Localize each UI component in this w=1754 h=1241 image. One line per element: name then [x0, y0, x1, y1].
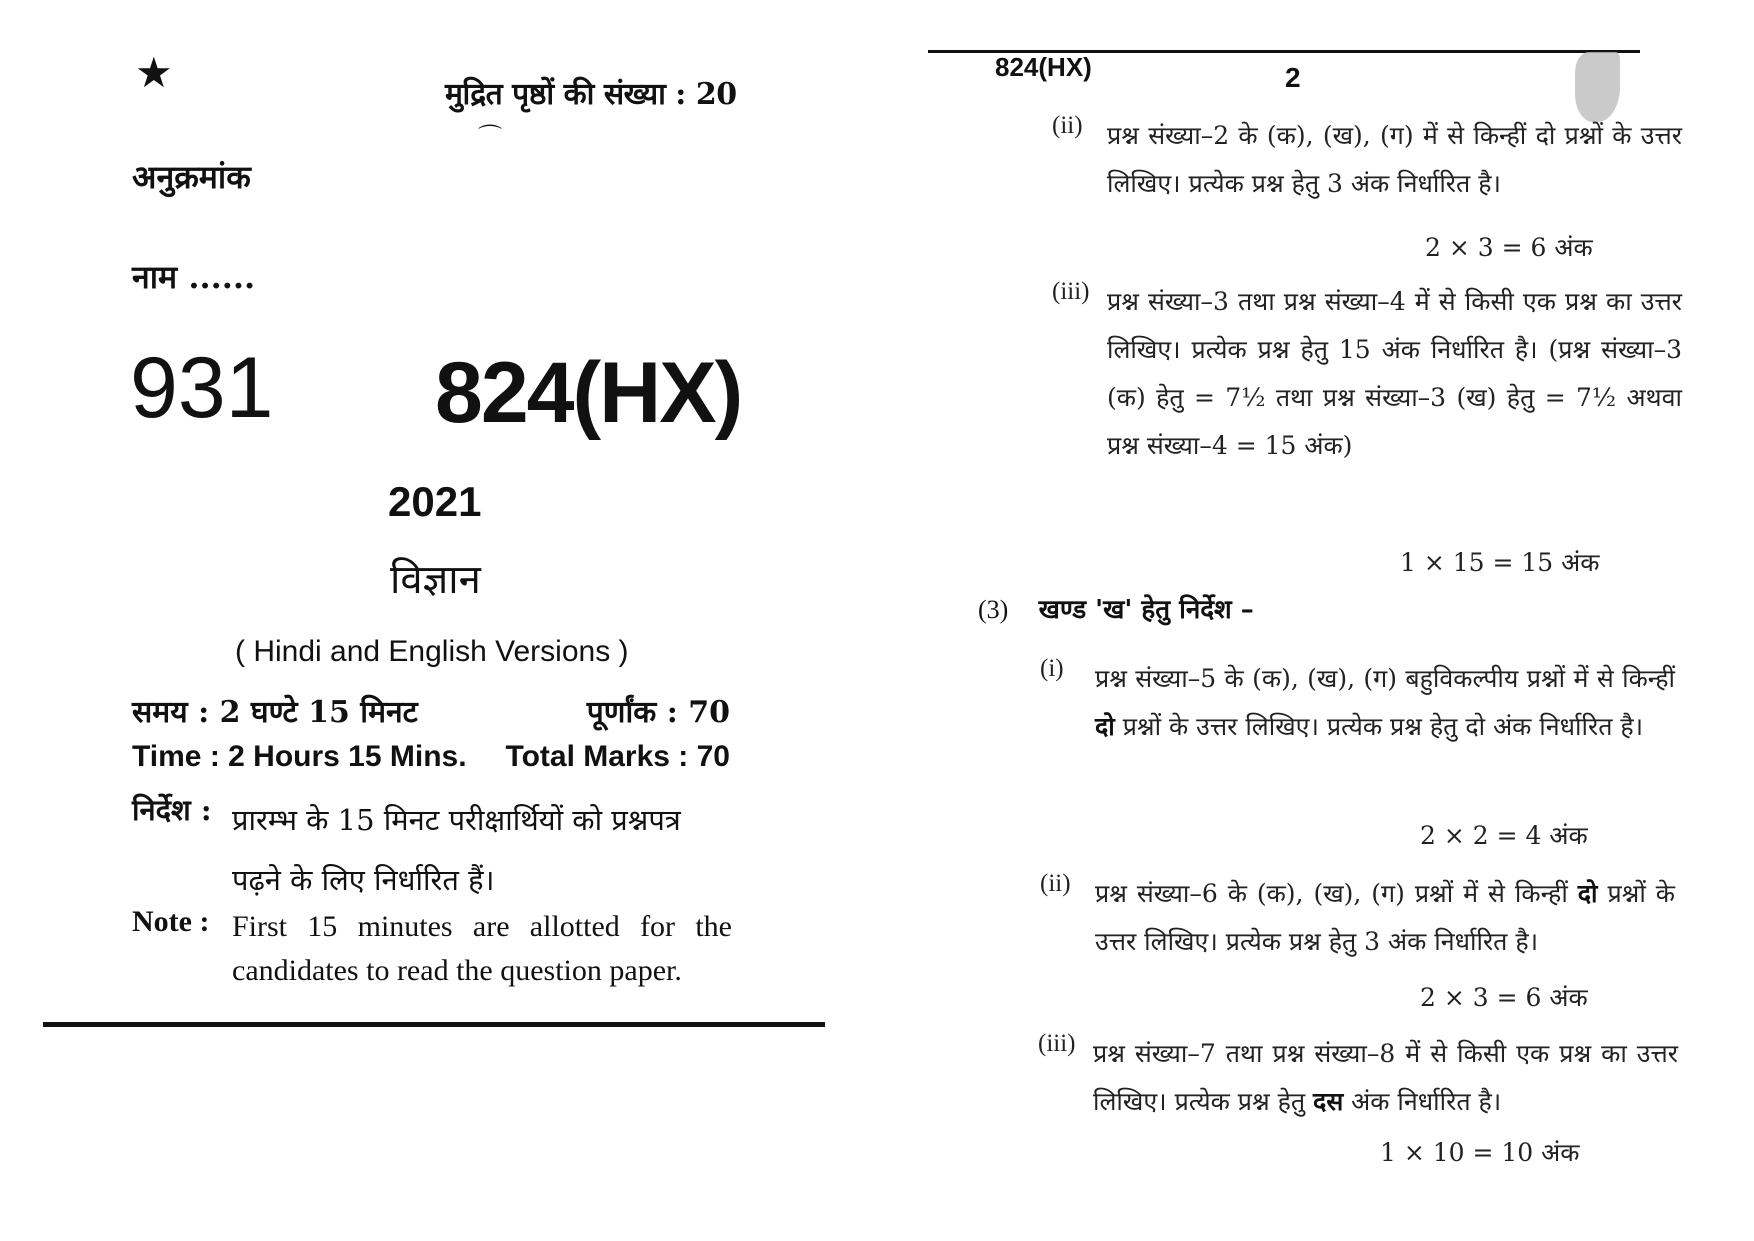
- running-header-code: 824(HX): [995, 52, 1092, 82]
- item-text: [1095, 870, 1675, 966]
- instruction-text: प्रारम्भ के 15 मिनट परीक्षार्थियों को प्रश्नपत्र पढ़ने के लिए निर्धारित हैं।: [232, 803, 681, 897]
- star-icon: ★: [135, 48, 173, 97]
- instructions-page: [860, 0, 1754, 1241]
- printed-pages-count: मुद्रित पृष्ठों की संख्या : 20: [445, 77, 737, 112]
- item-text-part: अंक निर्धारित है।: [1343, 1087, 1502, 1116]
- item-number: (i): [1040, 655, 1064, 682]
- item-number: (iii): [1052, 278, 1090, 305]
- item-marks: 2 × 3 = 6 अंक: [1420, 983, 1588, 1012]
- roll-number-label: अनुक्रमांक: [132, 158, 251, 196]
- item-text-part: प्रश्न संख्या–7 तथा प्रश्न संख्या–8 में से किसी एक प्रश्न का उत्तर लिखिए। प्रत्येक प्रश्न हेतु: [1093, 1039, 1678, 1116]
- note-text: First 15 minutes are allotted for the candidates to read the question paper.: [232, 910, 732, 987]
- section-title: खण्ड 'ख' हेतु निर्देश –: [1038, 595, 1254, 625]
- time-english: Time : 2 Hours 15 Mins.: [132, 740, 467, 773]
- item-text-part: प्रश्नों के उत्तर लिखिए। प्रत्येक प्रश्न हेतु दो अंक निर्धारित है।: [1114, 712, 1644, 741]
- note-label: Note :: [132, 905, 210, 938]
- subject-title: विज्ञान: [390, 557, 481, 603]
- item-text-part: प्रश्न संख्या–6 के (क), (ख), (ग) प्रश्नों में से किन्हीं: [1095, 879, 1578, 908]
- item-marks: 2 × 3 = 6 अंक: [1425, 233, 1593, 262]
- item-number: (iii): [1038, 1030, 1076, 1057]
- item-text-part: प्रश्न संख्या–5 के (क), (ख), (ग) बहुविकल्पीय प्रश्नों में से किन्हीं: [1095, 664, 1675, 693]
- item-text-bold: दो: [1095, 712, 1115, 741]
- section-number: (3): [978, 595, 1009, 624]
- code-number: 931: [130, 340, 274, 436]
- time-hindi: समय : 2 घण्टे 15 मिनट: [132, 695, 418, 730]
- instruction-label: निर्देश :: [132, 793, 212, 827]
- time-marks-english: [132, 740, 730, 774]
- item-text: प्रश्न संख्या–3 तथा प्रश्न संख्या–4 में से किसी एक प्रश्न का उत्तर लिखिए। प्रत्येक प्रश्न हेतु 15 अंक निर्धारित है। (प्रश्न संख्या–3 (क) हेतु = 7½ तथा प्रश्न संख्या–3 (ख) हेतु = 7½ अथवा प्रश्न संख्या–4 = 15 अंक): [1107, 287, 1682, 460]
- item-number: (ii): [1040, 870, 1071, 897]
- item-text-part: प्रश्नों के उत्तर लिखिए। प्रत्येक प्रश्न हेतु 3 अंक निर्धारित है।: [1095, 879, 1675, 956]
- caret-mark: ⌒: [478, 123, 502, 151]
- item-text: [1095, 655, 1675, 751]
- marks-english: Total Marks : 70: [505, 740, 730, 773]
- item-text: [1093, 1030, 1678, 1126]
- cover-page: [0, 0, 860, 1241]
- bottom-divider: [43, 1022, 825, 1027]
- item-marks: 2 × 2 = 4 अंक: [1420, 821, 1588, 850]
- paper-code: 824(HX): [435, 345, 742, 441]
- section-heading: [978, 590, 1254, 626]
- item-marks: 1 × 15 = 15 अंक: [1400, 548, 1600, 577]
- name-label: नाम ......: [132, 258, 256, 296]
- marks-hindi: पूर्णांक : 70: [586, 695, 730, 730]
- time-marks-hindi: [132, 690, 730, 731]
- item-number: (ii): [1052, 112, 1083, 139]
- item-text-bold: दो: [1577, 879, 1598, 908]
- versions-note: ( Hindi and English Versions ): [235, 635, 629, 668]
- item-text: प्रश्न संख्या–2 के (क), (ख), (ग) में से किन्हीं दो प्रश्नों के उत्तर लिखिए। प्रत्येक प्रश्न हेतु 3 अंक निर्धारित है।: [1107, 121, 1682, 198]
- item-text-bold: दस: [1313, 1087, 1344, 1116]
- exam-year: 2021: [388, 478, 482, 525]
- page-number: 2: [1285, 62, 1301, 93]
- item-marks: 1 × 10 = 10 अंक: [1380, 1138, 1580, 1167]
